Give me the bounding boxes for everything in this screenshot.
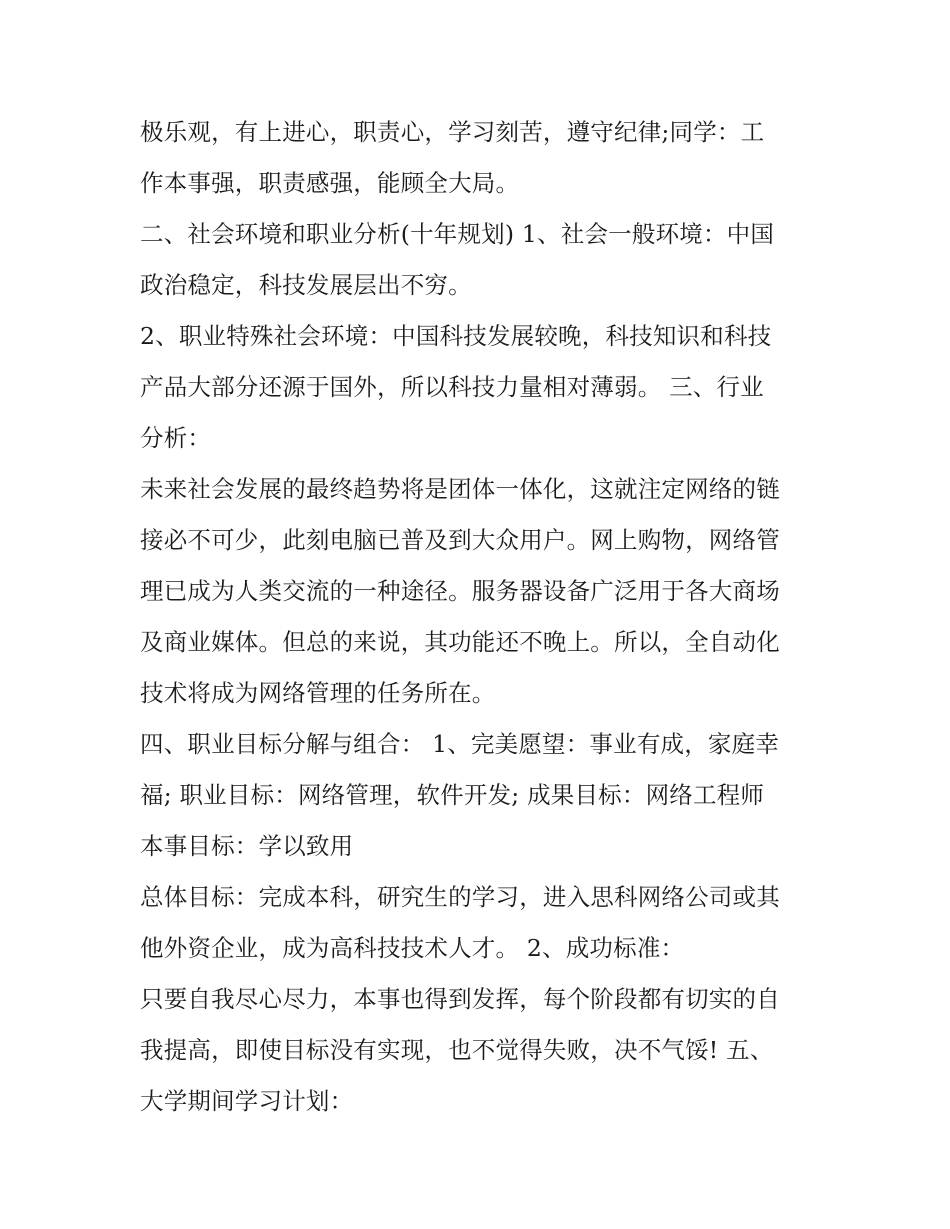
text-line: 福; 职业目标：网络管理，软件开发; 成果目标：网络工程师 [140,781,765,809]
text-line: 未来社会发展的最终趋势将是团体一体化，这就注定网络的链 [140,475,780,503]
text-line: 分析： [140,424,212,452]
text-line: 我提高，即使目标没有实现，也不觉得失败，决不气馁! 五、 [140,1036,774,1064]
text-line: 2、职业特殊社会环境：中国科技发展较晚，科技知识和科技 [140,322,772,350]
document-body [140,107,830,1127]
text-line: 极乐观，有上进心，职责心，学习刻苦，遵守纪律;同学：工 [140,118,765,146]
text-line: 四、职业目标分解与组合： 1、完美愿望：事业有成，家庭幸 [140,730,780,758]
text-line: 大学期间学习计划： [140,1087,354,1115]
text-line: 技术将成为网络管理的任务所在。 [140,679,496,707]
text-line: 政治稳定，科技发展层出不穷。 [140,271,472,299]
text-line: 及商业媒体。但总的来说，其功能还不晚上。所以，全自动化 [140,628,780,656]
text-line: 只要自我尽心尽力，本事也得到发挥，每个阶段都有切实的自 [140,985,780,1013]
text-line: 接必不可少，此刻电脑已普及到大众用户。网上购物，网络管 [140,526,780,554]
text-line: 他外资企业，成为高科技技术人才。 2、成功标准： [140,934,685,962]
text-line: 理已成为人类交流的一种途径。服务器设备广泛用于各大商场 [140,577,780,605]
text-line: 总体目标：完成本科，研究生的学习，进入思科网络公司或其 [140,883,780,911]
text-line: 本事目标：学以致用 [140,832,354,860]
text-line: 二、社会环境和职业分析(十年规划) 1、社会一般环境：中国 [140,220,775,248]
text-line: 作本事强，职责感强，能顾全大局。 [140,169,520,197]
text-line: 产品大部分还源于国外，所以科技力量相对薄弱。 三、行业 [140,373,764,401]
